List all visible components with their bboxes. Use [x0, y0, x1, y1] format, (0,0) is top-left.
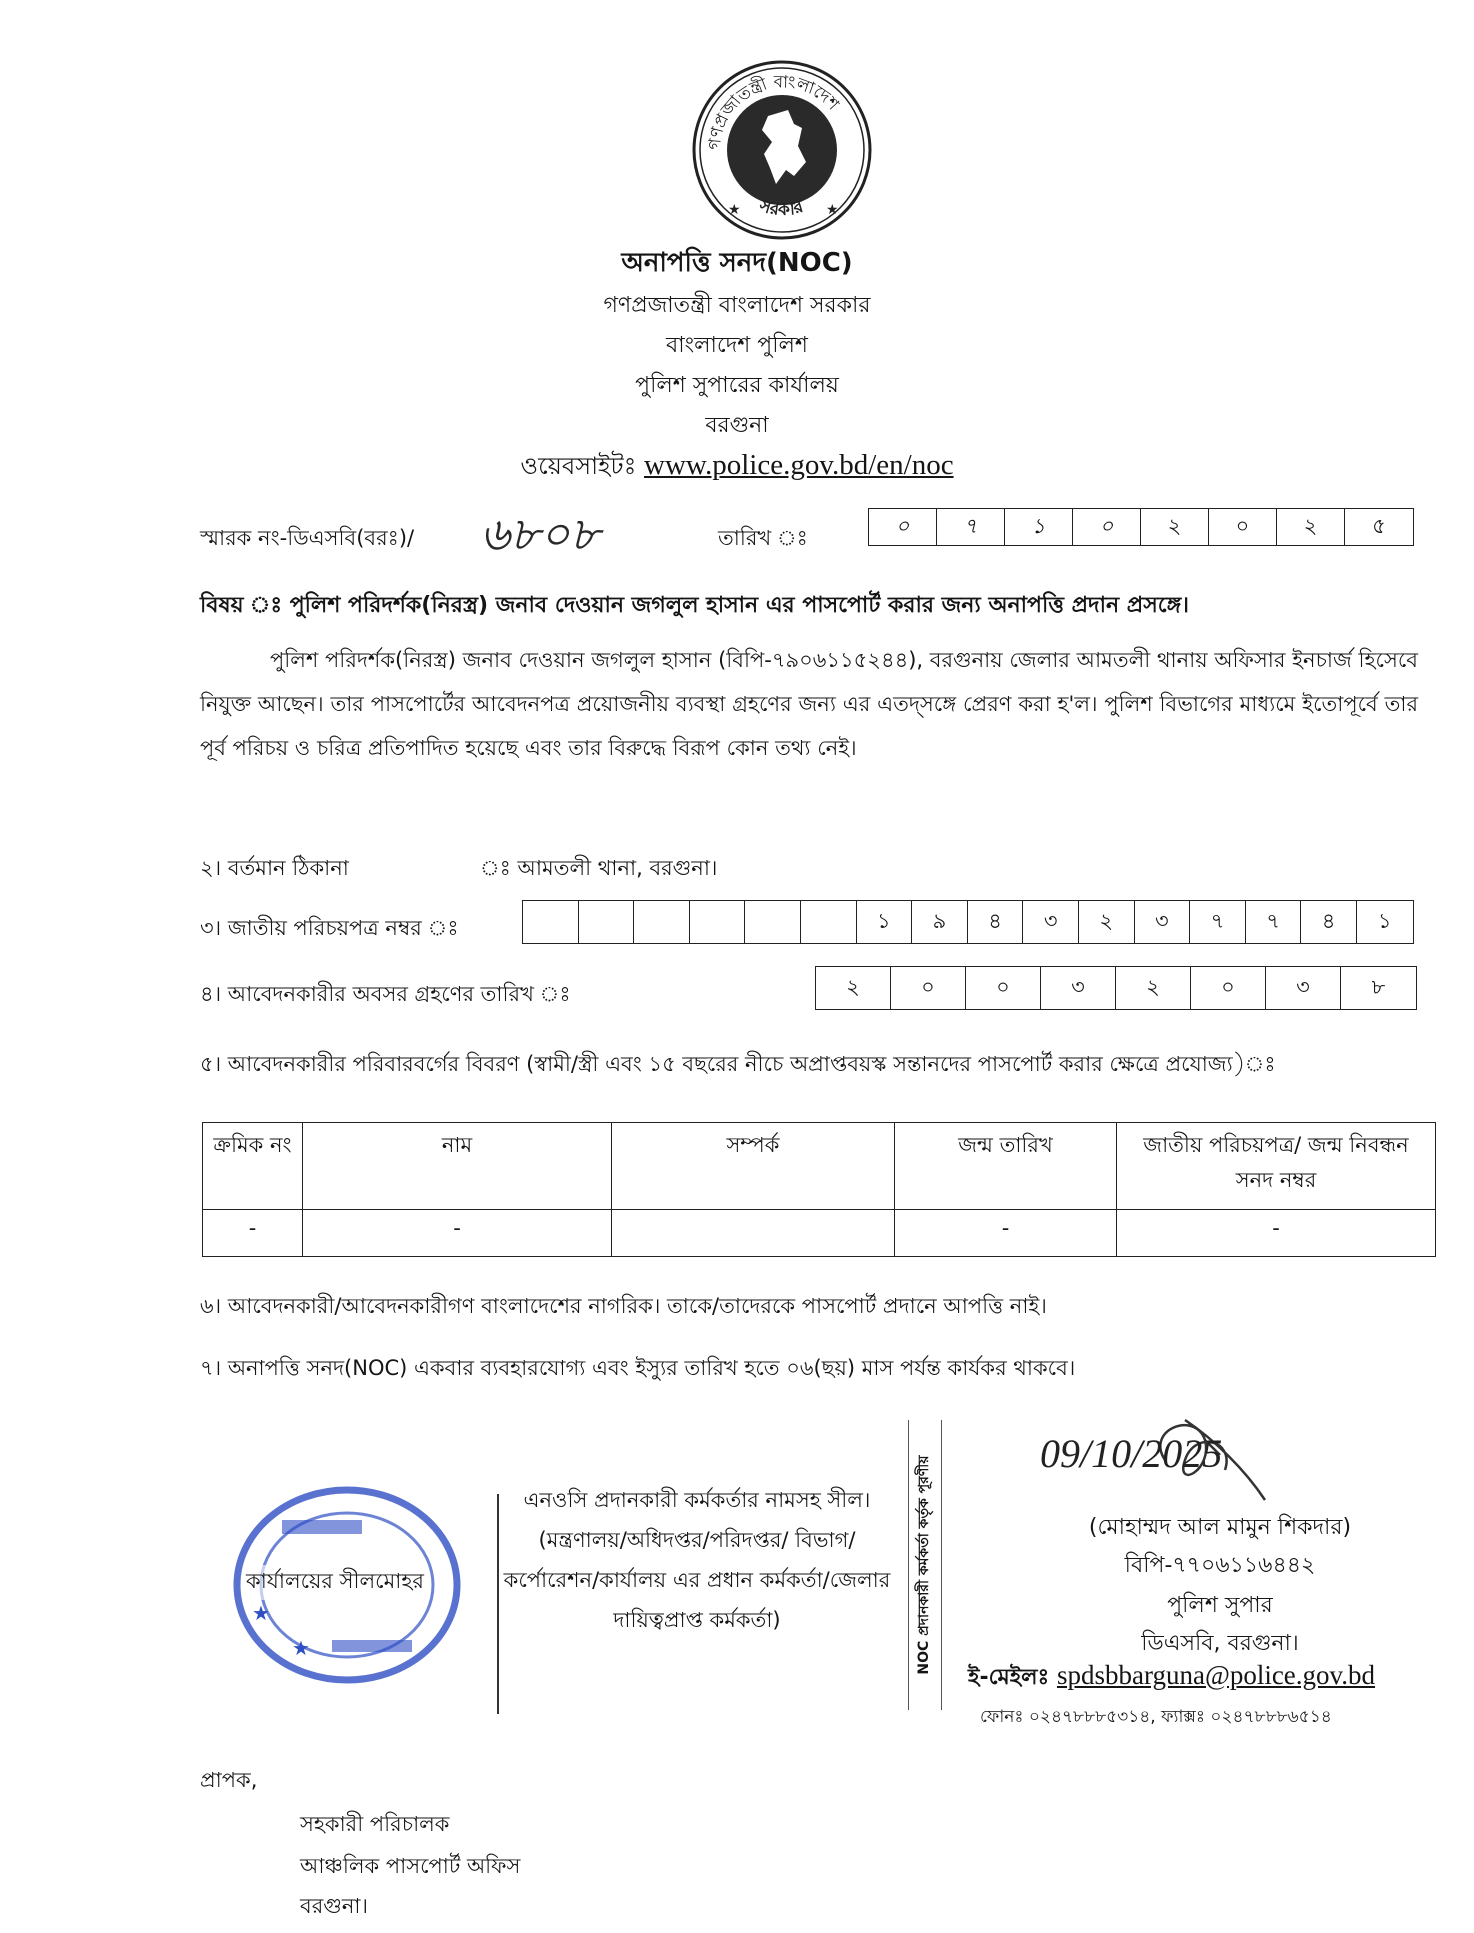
- nid-digit: ৪: [968, 901, 1024, 943]
- date-digit: ০: [1209, 509, 1277, 545]
- nid-digit: ৩: [1023, 901, 1079, 943]
- vertical-strip-text: NOC প্রদানকারী কর্মকর্তা কর্তৃক পূরণীয়: [916, 1455, 932, 1675]
- retire-digit: ২: [1116, 967, 1191, 1009]
- recipient-line: আঞ্চলিক পাসপোর্ট অফিস: [300, 1854, 521, 1878]
- nid-digit: ১: [1377, 908, 1392, 933]
- nid-digit: ৩: [1135, 901, 1191, 943]
- nid-digit: ৭: [1190, 901, 1246, 943]
- family-table: [202, 1122, 1436, 1257]
- date-digit: ২: [1141, 509, 1209, 545]
- retirement-date-boxes: [815, 966, 1417, 1010]
- government-emblem: [690, 58, 875, 243]
- nid-digit: ৪: [1301, 901, 1357, 943]
- recipient-line: সহকারী পরিচালক: [300, 1812, 450, 1836]
- cell-birth-date: -: [895, 1210, 1117, 1257]
- header-line-office: পুলিশ সুপারের কার্যালয়: [635, 373, 839, 398]
- date-digit: ৭: [937, 509, 1005, 545]
- address-label: ২। বর্তমান ঠিকানা: [200, 856, 349, 880]
- cell-serial: -: [203, 1210, 303, 1257]
- email-label: ই-মেইলঃ: [968, 1665, 1050, 1690]
- retire-digit: ৮: [1371, 974, 1386, 999]
- star-icon: ★: [252, 1601, 270, 1625]
- divider: [497, 1494, 499, 1714]
- retire-digit: ২: [816, 967, 891, 1009]
- star-icon: ★: [292, 1636, 310, 1660]
- nid-digit: [801, 901, 857, 943]
- item-6: ৬। আবেদনকারী/আবেদনকারীগণ বাংলাদেশের নাগরিক। তাকে/তাদেরকে পাসপোর্ট প্রদানে আপত্তি নাই।: [200, 1294, 1047, 1318]
- retire-digit: ৩: [1266, 967, 1341, 1009]
- document-title: অনাপত্তি সনদ(NOC): [621, 248, 853, 278]
- date-digit: ২: [1277, 509, 1345, 545]
- signatory-designation: পুলিশ সুপার: [1167, 1593, 1273, 1618]
- cell-name: -: [303, 1210, 612, 1257]
- emblem-bottom-text: সরকার: [756, 195, 806, 221]
- item-7: ৭। অনাপত্তি সনদ(NOC) একবার ব্যবহারযোগ্য এবং ইস্যুর তারিখ হতে ০৬(ছয়) মাস পর্যন্ত কার্যকর থাকবে।: [200, 1356, 1076, 1380]
- date-digit: ০: [1073, 509, 1141, 545]
- recipient-line: বরগুনা।: [300, 1894, 368, 1918]
- retire-digit: ০: [1191, 967, 1266, 1009]
- signatory-office: ডিএসবি, বরগুনা।: [1141, 1631, 1299, 1656]
- nid-digit: ৭: [1246, 901, 1302, 943]
- nid-digit: [523, 901, 579, 943]
- website-label: ওয়েবসাইটঃ: [520, 452, 637, 480]
- nid-digit: ২: [1079, 901, 1135, 943]
- header-line-police: বাংলাদেশ পুলিশ: [666, 333, 808, 358]
- issue-date-boxes: [868, 508, 1414, 546]
- signature-date: 09/10/2025: [1040, 1431, 1223, 1476]
- signatory-bp: বিপি-৭৭০৬১১৬৪৪২: [1124, 1553, 1316, 1578]
- nid-digit: [634, 901, 690, 943]
- date-digit: ৫: [1372, 513, 1386, 538]
- col-relation: সম্পর্ক: [612, 1123, 895, 1210]
- email-link[interactable]: spdsbbarguna@police.gov.bd: [1056, 1660, 1376, 1690]
- nid-digit: [745, 901, 801, 943]
- col-birth-date: জন্ম তারিখ: [895, 1123, 1117, 1210]
- nid-digit: [579, 901, 635, 943]
- col-nid-birthreg: জাতীয় পরিচয়পত্র/ জন্ম নিবন্ধন সনদ নম্বর: [1117, 1123, 1436, 1210]
- body-text: পুলিশ পরিদর্শক(নিরস্ত্র) জনাব দেওয়ান জগলুল হাসান (বিপি-৭৯০৬১১৫২৪৪), বরগুনায় জেলার আমতলী থানায় অফিসার ইনচার্জ হিসেবে নিযুক্ত আছেন। তার পাসপোর্টের আবেদনপত্র প্রয়োজনীয় ব্যবস্থা গ্রহণের জন্য এর এতদ্সঙ্গে প্রেরণ করা হ'ল। পুলিশ বিভাগের মাধ্যমে ইতোপূর্বে তার পূর্ব পরিচয় ও চরিত্র প্রতিপাদিত হয়েছে এবং তার বিরুদ্ধে বিরূপ কোন তথ্য নেই।: [200, 648, 1418, 760]
- family-table-wrapper: [202, 1122, 1436, 1257]
- header-line-government: গণপ্রজাতন্ত্রী বাংলাদেশ সরকার: [603, 293, 871, 318]
- date-label: তারিখ ঃ: [718, 526, 808, 550]
- table-row: [203, 1210, 1436, 1257]
- nid-digit: ১: [857, 901, 913, 943]
- signatory-phone: ফোনঃ ০২৪৭৮৮৮৫৩১৪, ফ্যাক্সঃ ০২৪৭৮৮৮৬৫১৪: [980, 1707, 1332, 1727]
- retire-digit: ৩: [1041, 967, 1116, 1009]
- retire-digit: ০: [966, 967, 1041, 1009]
- subject-line: বিষয় ঃ পুলিশ পরিদর্শক(নিরস্ত্র) জনাব দেওয়ান জগলুল হাসান এর পাসপোর্ট করার জন্য অনাপত্তি প্রদান প্রসঙ্গে।: [200, 593, 1190, 618]
- emblem-top-text: গণপ্রজাতন্ত্রী বাংলাদেশ: [704, 72, 843, 151]
- seal-label: কার্যালয়ের সীলমোহর: [246, 1565, 424, 1600]
- website-link[interactable]: www.police.gov.bd/en/noc: [644, 449, 954, 481]
- signatory-name: (মোহাম্মদ আল মামুন শিকদার): [1088, 1515, 1352, 1540]
- noc-officer-note: এনওসি প্রদানকারী কর্মকর্তার নামসহ সীল। (মন্ত্রণালয়/অধিদপ্তর/পরিদপ্তর/ বিভাগ/কর্পোরেশন/কার্যালয় এর প্রধান কর্মকর্তা/জেলার দায়িত্বপ্রাপ্ত কর্মকর্তা): [503, 1488, 891, 1632]
- retirement-date-label: ৪। আবেদনকারীর অবসর গ্রহণের তারিখ ঃ: [200, 982, 571, 1006]
- nid-digit: ৯: [912, 901, 968, 943]
- family-details-label: ৫। আবেদনকারীর পরিবারবর্গের বিবরণ (স্বামী/স্ত্রী এবং ১৫ বছরের নীচে অপ্রাপ্তবয়স্ক সন্তানদের পাসপোর্ট করার ক্ষেত্রে প্রযোজ্য)ঃ: [200, 1052, 1276, 1076]
- table-header-row: [203, 1123, 1436, 1210]
- star-icon: ★: [826, 202, 839, 218]
- memo-label: স্মারক নং-ডিএসবি(বরঃ)/: [200, 526, 415, 550]
- nid-label: ৩। জাতীয় পরিচয়পত্র নম্বর ঃ: [200, 916, 459, 940]
- address-value: ঃ আমতলী থানা, বরগুনা।: [480, 856, 718, 880]
- date-digit: ১: [1005, 509, 1073, 545]
- cell-nid: -: [1117, 1210, 1436, 1257]
- nid-digit: [690, 901, 746, 943]
- date-digit: ০: [869, 509, 937, 545]
- col-name: নাম: [303, 1123, 612, 1210]
- memo-number: ৬৮০৮: [480, 509, 600, 560]
- body-paragraph: [200, 638, 1418, 770]
- star-icon: ★: [728, 202, 741, 218]
- nid-number-boxes: [522, 900, 1414, 944]
- recipient-label: প্রাপক,: [200, 1768, 258, 1792]
- website-line: [0, 448, 1474, 488]
- header-line-district: বরগুনা: [705, 413, 769, 438]
- signatory-email-line: [968, 1660, 1375, 1697]
- cell-relation: [612, 1210, 895, 1257]
- col-serial: ক্রমিক নং: [203, 1123, 303, 1210]
- retire-digit: ০: [891, 967, 966, 1009]
